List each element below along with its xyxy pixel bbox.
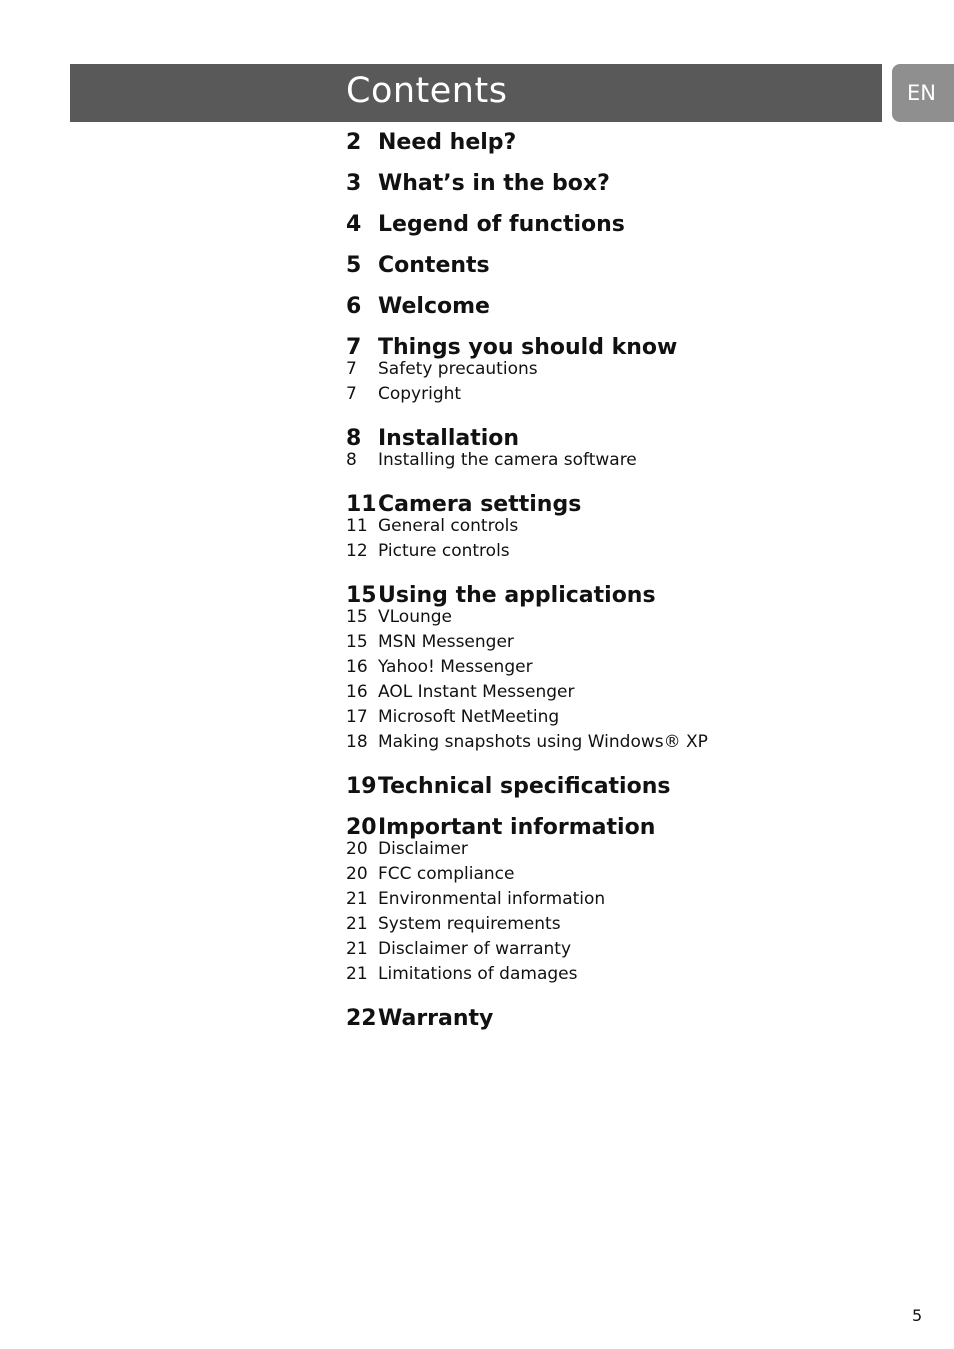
toc-entry xyxy=(346,331,906,358)
toc-subentry-title: Disclaimer xyxy=(378,839,468,859)
toc-entry-title: Warranty xyxy=(378,1006,494,1031)
toc-subentry xyxy=(346,938,906,963)
toc-entry-title: Camera settings xyxy=(378,492,582,517)
toc-entry-page: 15 xyxy=(346,583,377,608)
toc-subentry-title: Safety precautions xyxy=(378,359,538,379)
toc-subentry-page: 7 xyxy=(346,384,357,404)
toc-subentry-page: 20 xyxy=(346,864,368,884)
toc-subentry-page: 17 xyxy=(346,707,368,727)
toc-subentry xyxy=(346,706,906,731)
toc-entry-title: Installation xyxy=(378,426,520,451)
toc-entry-title: Contents xyxy=(378,253,490,278)
page-number: 5 xyxy=(912,1306,923,1325)
toc-subentry xyxy=(346,681,906,706)
toc-subentry-page: 11 xyxy=(346,516,368,536)
toc-entry-page: 4 xyxy=(346,212,362,237)
toc-entry xyxy=(346,579,906,606)
toc-subentry xyxy=(346,888,906,913)
toc-subentry-title: Disclaimer of warranty xyxy=(378,939,572,959)
toc-entry-title: Welcome xyxy=(378,294,490,319)
toc-entry-title: What’s in the box? xyxy=(378,171,610,196)
toc-entry-page: 11 xyxy=(346,492,377,517)
toc-subentry xyxy=(346,963,906,1002)
toc-subentry-page: 21 xyxy=(346,889,368,909)
toc-entry-title: Legend of functions xyxy=(378,212,625,237)
toc-subentry-title: MSN Messenger xyxy=(378,632,514,652)
toc-subentry-page: 21 xyxy=(346,914,368,934)
toc-subentry-title: Environmental information xyxy=(378,889,606,909)
toc-entry xyxy=(346,488,906,515)
toc-subentry-title: Microsoft NetMeeting xyxy=(378,707,560,727)
toc-entry xyxy=(346,770,906,811)
toc-subentry-title: Yahoo! Messenger xyxy=(378,657,533,677)
toc-entry xyxy=(346,167,906,208)
toc-entry-title: Technical specifications xyxy=(378,774,671,799)
toc-entry-page: 7 xyxy=(346,335,362,360)
toc-subentry xyxy=(346,515,906,540)
toc-entry-page: 20 xyxy=(346,815,377,840)
toc-subentry-title: Copyright xyxy=(378,384,462,404)
table-of-contents xyxy=(346,126,906,1043)
toc-subentry-page: 21 xyxy=(346,939,368,959)
toc-subentry-page: 18 xyxy=(346,732,368,752)
toc-subentry-page: 16 xyxy=(346,682,368,702)
toc-subentry xyxy=(346,656,906,681)
toc-subentry-title: Making snapshots using Windows® XP xyxy=(378,732,708,752)
toc-subentry xyxy=(346,631,906,656)
toc-subentry-title: AOL Instant Messenger xyxy=(378,682,575,702)
toc-subentry-page: 21 xyxy=(346,964,368,984)
toc-subentry xyxy=(346,383,906,422)
toc-subentry xyxy=(346,358,906,383)
toc-entry xyxy=(346,126,906,167)
toc-subentry-page: 15 xyxy=(346,607,368,627)
toc-entry-title: Things you should know xyxy=(378,335,678,360)
toc-entry xyxy=(346,290,906,331)
toc-entry-page: 5 xyxy=(346,253,362,278)
toc-entry-page: 22 xyxy=(346,1006,377,1031)
toc-subentry-title: Installing the camera software xyxy=(378,450,637,470)
toc-subentry-title: Limitations of damages xyxy=(378,964,578,984)
language-tab: EN xyxy=(892,64,954,122)
toc-entry xyxy=(346,208,906,249)
toc-entry-page: 6 xyxy=(346,294,362,319)
toc-subentry-page: 7 xyxy=(346,359,357,379)
toc-subentry-title: System requirements xyxy=(378,914,561,934)
toc-subentry-page: 20 xyxy=(346,839,368,859)
toc-subentry-title: FCC compliance xyxy=(378,864,515,884)
toc-entry xyxy=(346,1002,906,1043)
toc-subentry xyxy=(346,731,906,770)
toc-entry xyxy=(346,422,906,449)
toc-subentry-title: Picture controls xyxy=(378,541,510,561)
toc-entry-title: Using the applications xyxy=(378,583,656,608)
toc-subentry-title: VLounge xyxy=(378,607,453,627)
toc-entry-page: 8 xyxy=(346,426,362,451)
toc-subentry-title: General controls xyxy=(378,516,519,536)
header-bar xyxy=(70,64,882,122)
toc-subentry-page: 15 xyxy=(346,632,368,652)
toc-entry xyxy=(346,811,906,838)
toc-entry-title: Important information xyxy=(378,815,656,840)
toc-entry xyxy=(346,249,906,290)
toc-subentry xyxy=(346,449,906,488)
toc-subentry-page: 16 xyxy=(346,657,368,677)
toc-subentry xyxy=(346,838,906,863)
toc-entry-title: Need help? xyxy=(378,130,517,155)
toc-entry-page: 2 xyxy=(346,130,362,155)
toc-entry-page: 3 xyxy=(346,171,362,196)
toc-subentry-page: 8 xyxy=(346,450,357,470)
toc-subentry-page: 12 xyxy=(346,541,368,561)
toc-subentry xyxy=(346,540,906,579)
toc-subentry xyxy=(346,606,906,631)
toc-subentry xyxy=(346,863,906,888)
page-title: Contents xyxy=(346,71,508,111)
toc-subentry xyxy=(346,913,906,938)
toc-entry-page: 19 xyxy=(346,774,377,799)
